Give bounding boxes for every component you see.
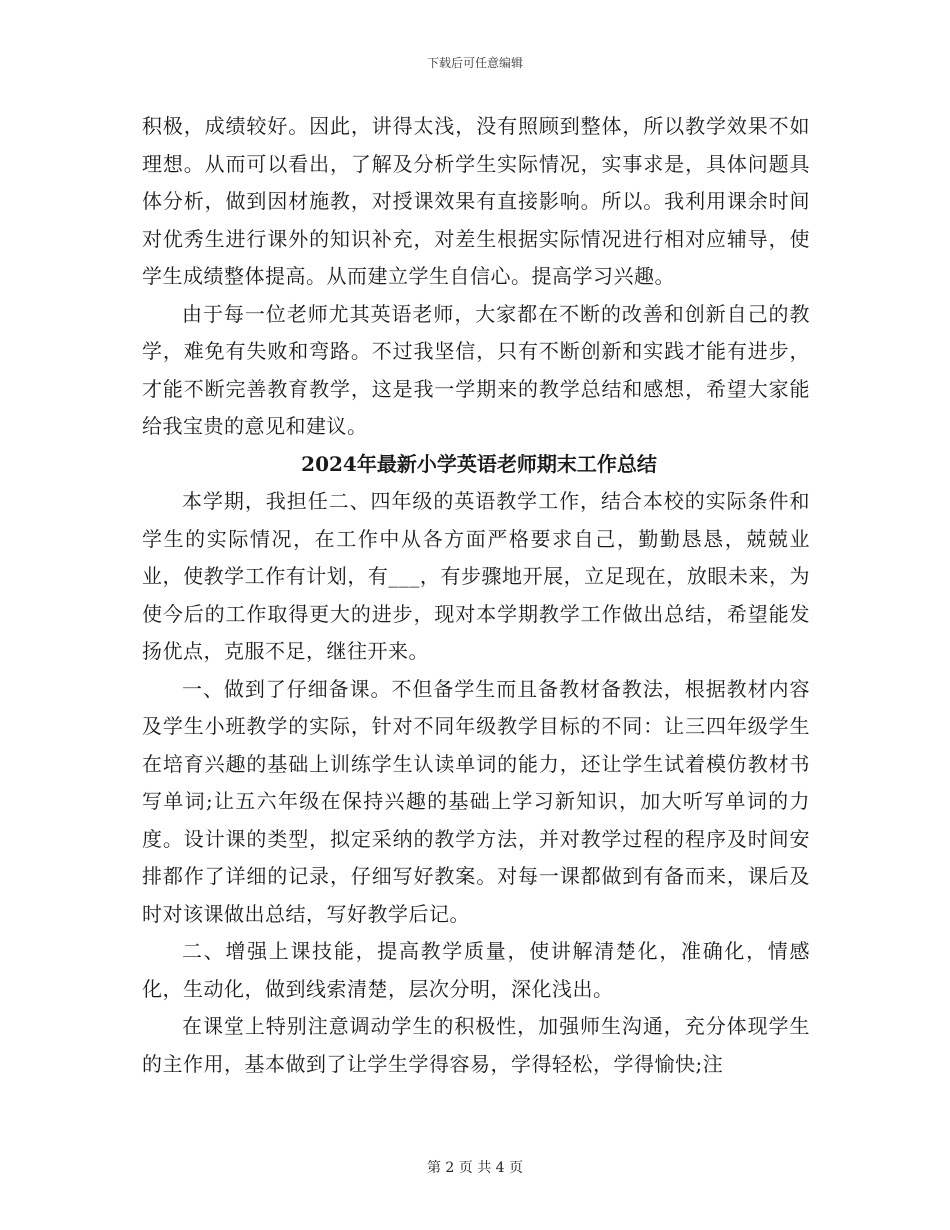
document-body (142, 108, 810, 1083)
page-number: 第 2 页 共 4 页 (426, 1160, 524, 1176)
paragraph-point-one: 一、做到了仔细备课。不但备学生而且备教材备教法，根据教材内容及学生小班教学的实际，针对不同年级教学目标的不同：让三四年级学生在培育兴趣的基础上训练学生认读单词的能力，还让学生试着模仿教材书写单词;让五六年级在保持兴趣的基础上学习新知识，加大听写单词的力度。设计课的类型，拟定采纳的教学方法，并对教学过程的程序及时间安排都作了详细的记录，仔细写好教案。对每一课都做到有备而来，课后及时对该课做出总结，写好教学后记。 (142, 676, 810, 926)
paragraph-classroom: 在课堂上特别注意调动学生的积极性，加强师生沟通，充分体现学生的主作用，基本做到了让学生学得容易，学得轻松，学得愉快;注 (142, 1014, 810, 1076)
paragraph-continuation: 积极，成绩较好。因此，讲得太浅，没有照顾到整体，所以教学效果不如理想。从而可以看出，了解及分析学生实际情况，实事求是，具体问题具体分析，做到因材施教，对授课效果有直接影响。所以。我利用课余时间对优秀生进行课外的知识补充，对差生根据实际情况进行相对应辅导，使学生成绩整体提高。从而建立学生自信心。提高学习兴趣。 (142, 114, 810, 288)
section-title: 2024年最新小学英语老师期末工作总结 (301, 451, 657, 476)
paragraph-point-two: 二、增强上课技能，提高教学质量，使讲解清楚化，准确化，情感化，生动化，做到线索清楚，层次分明，深化浅出。 (142, 939, 810, 1001)
paragraph-conclusion: 由于每一位老师尤其英语老师，大家都在不断的改善和创新自己的教学，难免有失败和弯路。不过我坚信，只有不断创新和实践才能有进步，才能不断完善教育教学，这是我一学期来的教学总结和感想，希望大家能给我宝贵的意见和建议。 (142, 301, 810, 438)
page-header-note: 下载后可任意编辑 (426, 56, 523, 70)
paragraph-intro: 本学期，我担任二、四年级的英语教学工作，结合本校的实际条件和学生的实际情况，在工作中从各方面严格要求自己，勤勤恳恳，兢兢业业，使教学工作有计划，有___，有步骤地开展，立足现在，放眼未来，为使今后的工作取得更大的进步，现对本学期教学工作做出总结，希望能发扬优点，克服不足，继往开来。 (142, 489, 810, 663)
